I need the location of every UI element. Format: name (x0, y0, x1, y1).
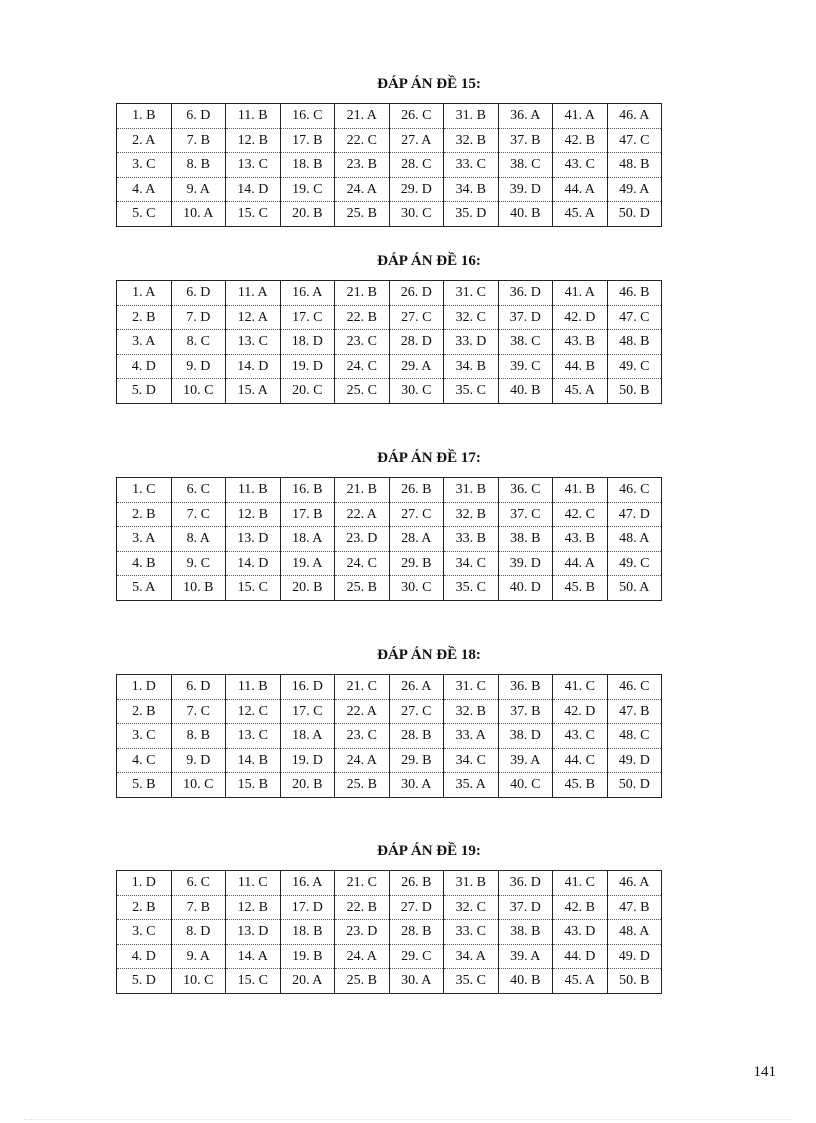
answer-cell: 17. B (280, 502, 335, 527)
answer-cell: 14. A (226, 944, 281, 969)
answer-cell: 18. A (280, 724, 335, 749)
answer-cell: 49. A (607, 177, 662, 202)
answer-cell: 42. D (553, 305, 608, 330)
answer-cell: 20. B (280, 576, 335, 601)
answer-cell: 47. B (607, 699, 662, 724)
answer-cell: 3. A (117, 527, 172, 552)
answer-cell: 48. B (607, 153, 662, 178)
answer-cell: 22. B (335, 895, 390, 920)
answer-cell: 18. D (280, 330, 335, 355)
answer-row (117, 748, 662, 773)
answer-cell: 33. D (444, 330, 499, 355)
answer-cell: 45. B (553, 576, 608, 601)
answer-cell: 22. A (335, 502, 390, 527)
answer-row (117, 330, 662, 355)
answer-cell: 11. B (226, 675, 281, 700)
answer-cell: 18. A (280, 527, 335, 552)
answer-cell: 25. C (335, 379, 390, 404)
answer-row (117, 871, 662, 896)
answer-cell: 47. B (607, 895, 662, 920)
answer-cell: 19. B (280, 944, 335, 969)
answer-cell: 1. D (117, 675, 172, 700)
answer-cell: 1. D (117, 871, 172, 896)
answer-cell: 49. D (607, 944, 662, 969)
answer-cell: 16. C (280, 104, 335, 129)
answer-row (117, 527, 662, 552)
answer-cell: 33. A (444, 724, 499, 749)
answer-cell: 43. D (553, 920, 608, 945)
answer-cell: 31. C (444, 675, 499, 700)
answer-cell: 40. B (498, 969, 553, 994)
answer-cell: 16. B (280, 478, 335, 503)
answer-cell: 43. C (553, 153, 608, 178)
answer-cell: 17. C (280, 699, 335, 724)
answer-cell: 48. C (607, 724, 662, 749)
answer-cell: 18. B (280, 920, 335, 945)
answer-cell: 35. D (444, 202, 499, 227)
answer-cell: 1. B (117, 104, 172, 129)
answer-cell: 21. B (335, 281, 390, 306)
answer-cell: 43. B (553, 527, 608, 552)
answer-cell: 17. B (280, 128, 335, 153)
answer-cell: 33. B (444, 527, 499, 552)
answer-cell: 28. D (389, 330, 444, 355)
answer-cell: 32. C (444, 895, 499, 920)
answer-cell: 9. D (171, 748, 226, 773)
answer-cell: 21. A (335, 104, 390, 129)
answer-cell: 40. D (498, 576, 553, 601)
answer-cell: 31. C (444, 281, 499, 306)
answer-cell: 19. C (280, 177, 335, 202)
answer-table (116, 280, 662, 404)
answer-cell: 50. D (607, 202, 662, 227)
answer-row (117, 379, 662, 404)
answer-cell: 26. A (389, 675, 444, 700)
answer-cell: 5. D (117, 379, 172, 404)
answer-cell: 32. B (444, 699, 499, 724)
answer-cell: 34. C (444, 551, 499, 576)
answer-table (116, 870, 662, 994)
answer-cell: 24. C (335, 354, 390, 379)
answer-cell: 13. D (226, 920, 281, 945)
answer-cell: 32. B (444, 502, 499, 527)
answer-row (117, 944, 662, 969)
answer-cell: 8. A (171, 527, 226, 552)
answer-cell: 33. C (444, 920, 499, 945)
answer-cell: 14. D (226, 177, 281, 202)
answer-row (117, 576, 662, 601)
answer-cell: 10. C (171, 969, 226, 994)
answer-cell: 26. C (389, 104, 444, 129)
answer-cell: 7. C (171, 502, 226, 527)
answer-cell: 25. B (335, 576, 390, 601)
answer-cell: 28. A (389, 527, 444, 552)
answer-row (117, 969, 662, 994)
answer-cell: 27. D (389, 895, 444, 920)
answer-cell: 38. D (498, 724, 553, 749)
answer-cell: 3. C (117, 724, 172, 749)
answer-row (117, 920, 662, 945)
answer-cell: 50. B (607, 379, 662, 404)
answer-cell: 21. C (335, 675, 390, 700)
answer-cell: 38. C (498, 330, 553, 355)
answer-cell: 42. B (553, 128, 608, 153)
answer-cell: 39. A (498, 944, 553, 969)
answer-cell: 16. A (280, 871, 335, 896)
answer-cell: 19. A (280, 551, 335, 576)
answer-cell: 16. A (280, 281, 335, 306)
answer-row (117, 551, 662, 576)
answer-cell: 45. A (553, 202, 608, 227)
answer-cell: 12. C (226, 699, 281, 724)
answer-cell: 37. B (498, 128, 553, 153)
answer-cell: 15. A (226, 379, 281, 404)
answer-cell: 26. B (389, 871, 444, 896)
answer-cell: 5. D (117, 969, 172, 994)
answer-cell: 22. B (335, 305, 390, 330)
answer-cell: 38. C (498, 153, 553, 178)
answer-row (117, 281, 662, 306)
answer-cell: 42. B (553, 895, 608, 920)
answer-cell: 12. A (226, 305, 281, 330)
answer-cell: 50. D (607, 773, 662, 798)
answer-cell: 35. C (444, 379, 499, 404)
answer-cell: 29. A (389, 354, 444, 379)
answer-cell: 42. C (553, 502, 608, 527)
answer-cell: 3. C (117, 920, 172, 945)
answer-cell: 1. C (117, 478, 172, 503)
answer-cell: 9. C (171, 551, 226, 576)
answer-cell: 26. B (389, 478, 444, 503)
answer-cell: 15. C (226, 969, 281, 994)
answer-cell: 36. C (498, 478, 553, 503)
answer-cell: 19. D (280, 354, 335, 379)
answer-cell: 37. D (498, 305, 553, 330)
answer-cell: 44. A (553, 551, 608, 576)
answer-cell: 12. B (226, 502, 281, 527)
answer-cell: 4. D (117, 354, 172, 379)
answer-cell: 23. D (335, 527, 390, 552)
answer-cell: 29. B (389, 551, 444, 576)
answer-row (117, 895, 662, 920)
answer-cell: 30. C (389, 379, 444, 404)
answer-cell: 48. A (607, 920, 662, 945)
answer-cell: 20. C (280, 379, 335, 404)
answer-row (117, 305, 662, 330)
answer-cell: 22. A (335, 699, 390, 724)
answer-cell: 14. D (226, 354, 281, 379)
answer-cell: 34. A (444, 944, 499, 969)
answer-cell: 44. C (553, 748, 608, 773)
answer-cell: 1. A (117, 281, 172, 306)
section-heading: ĐÁP ÁN ĐỀ 18: (377, 647, 481, 663)
answer-cell: 39. C (498, 354, 553, 379)
answer-cell: 47. C (607, 128, 662, 153)
answer-cell: 19. D (280, 748, 335, 773)
answer-cell: 29. C (389, 944, 444, 969)
answer-cell: 35. A (444, 773, 499, 798)
answer-cell: 37. D (498, 895, 553, 920)
answer-cell: 7. D (171, 305, 226, 330)
answer-cell: 24. A (335, 944, 390, 969)
answer-cell: 45. B (553, 773, 608, 798)
answer-cell: 6. C (171, 478, 226, 503)
answer-cell: 44. B (553, 354, 608, 379)
answer-cell: 31. B (444, 104, 499, 129)
answer-cell: 40. B (498, 202, 553, 227)
answer-cell: 7. B (171, 895, 226, 920)
answer-cell: 7. C (171, 699, 226, 724)
answer-cell: 30. A (389, 773, 444, 798)
answer-row (117, 128, 662, 153)
answer-cell: 14. D (226, 551, 281, 576)
answer-cell: 11. C (226, 871, 281, 896)
answer-cell: 4. A (117, 177, 172, 202)
answer-cell: 39. D (498, 551, 553, 576)
answer-cell: 22. C (335, 128, 390, 153)
answer-cell: 20. A (280, 969, 335, 994)
answer-cell: 28. B (389, 920, 444, 945)
answer-cell: 26. D (389, 281, 444, 306)
answer-cell: 2. B (117, 502, 172, 527)
answer-cell: 9. D (171, 354, 226, 379)
answer-cell: 4. D (117, 944, 172, 969)
answer-cell: 21. B (335, 478, 390, 503)
answer-cell: 25. B (335, 773, 390, 798)
answer-cell: 4. B (117, 551, 172, 576)
answer-cell: 10. B (171, 576, 226, 601)
answer-cell: 46. C (607, 478, 662, 503)
answer-cell: 2. B (117, 305, 172, 330)
answer-cell: 8. C (171, 330, 226, 355)
answer-cell: 38. B (498, 920, 553, 945)
answer-cell: 3. C (117, 153, 172, 178)
answer-cell: 31. B (444, 871, 499, 896)
answer-row (117, 675, 662, 700)
answer-cell: 45. A (553, 969, 608, 994)
answer-cell: 13. D (226, 527, 281, 552)
answer-cell: 29. B (389, 748, 444, 773)
answer-cell: 23. B (335, 153, 390, 178)
answer-cell: 42. D (553, 699, 608, 724)
answer-cell: 6. C (171, 871, 226, 896)
answer-cell: 3. A (117, 330, 172, 355)
answer-cell: 11. B (226, 478, 281, 503)
page-number: 141 (753, 1064, 776, 1080)
answer-cell: 48. A (607, 527, 662, 552)
answer-cell: 13. C (226, 330, 281, 355)
answer-cell: 24. A (335, 748, 390, 773)
answer-cell: 12. B (226, 128, 281, 153)
answer-cell: 41. C (553, 871, 608, 896)
answer-cell: 14. B (226, 748, 281, 773)
answer-cell: 23. C (335, 724, 390, 749)
answer-cell: 8. B (171, 724, 226, 749)
answer-cell: 16. D (280, 675, 335, 700)
answer-cell: 28. C (389, 153, 444, 178)
answer-cell: 36. D (498, 281, 553, 306)
answer-cell: 2. B (117, 895, 172, 920)
answer-cell: 34. C (444, 748, 499, 773)
answer-cell: 4. C (117, 748, 172, 773)
answer-cell: 46. B (607, 281, 662, 306)
answer-cell: 25. B (335, 969, 390, 994)
answer-cell: 18. B (280, 153, 335, 178)
answer-row (117, 502, 662, 527)
answer-cell: 9. A (171, 944, 226, 969)
answer-cell: 40. C (498, 773, 553, 798)
answer-cell: 44. D (553, 944, 608, 969)
answer-cell: 7. B (171, 128, 226, 153)
answer-cell: 50. A (607, 576, 662, 601)
answer-cell: 36. B (498, 675, 553, 700)
answer-cell: 25. B (335, 202, 390, 227)
answer-cell: 47. C (607, 305, 662, 330)
answer-row (117, 724, 662, 749)
answer-cell: 11. A (226, 281, 281, 306)
answer-cell: 13. C (226, 724, 281, 749)
answer-cell: 2. A (117, 128, 172, 153)
answer-cell: 37. B (498, 699, 553, 724)
answer-cell: 15. C (226, 576, 281, 601)
answer-row (117, 773, 662, 798)
answer-cell: 11. B (226, 104, 281, 129)
answer-cell: 35. C (444, 969, 499, 994)
page-divider (24, 1119, 792, 1120)
answer-cell: 23. C (335, 330, 390, 355)
answer-cell: 27. C (389, 305, 444, 330)
answer-cell: 5. C (117, 202, 172, 227)
answer-cell: 24. C (335, 551, 390, 576)
answer-cell: 41. A (553, 281, 608, 306)
answer-cell: 5. A (117, 576, 172, 601)
answer-cell: 17. C (280, 305, 335, 330)
section-heading: ĐÁP ÁN ĐỀ 15: (377, 76, 481, 92)
answer-cell: 32. B (444, 128, 499, 153)
answer-cell: 10. C (171, 379, 226, 404)
answer-cell: 2. B (117, 699, 172, 724)
answer-cell: 35. C (444, 576, 499, 601)
answer-cell: 17. D (280, 895, 335, 920)
answer-cell: 10. A (171, 202, 226, 227)
answer-cell: 27. C (389, 502, 444, 527)
answer-cell: 46. A (607, 871, 662, 896)
answer-cell: 15. C (226, 202, 281, 227)
answer-cell: 13. C (226, 153, 281, 178)
answer-row (117, 354, 662, 379)
answer-cell: 41. A (553, 104, 608, 129)
answer-table (116, 674, 662, 798)
answer-table (116, 477, 662, 601)
answer-cell: 31. B (444, 478, 499, 503)
answer-cell: 34. B (444, 177, 499, 202)
answer-cell: 46. C (607, 675, 662, 700)
answer-cell: 44. A (553, 177, 608, 202)
answer-table (116, 103, 662, 227)
answer-cell: 33. C (444, 153, 499, 178)
answer-cell: 12. B (226, 895, 281, 920)
answer-cell: 41. B (553, 478, 608, 503)
answer-cell: 15. B (226, 773, 281, 798)
answer-cell: 28. B (389, 724, 444, 749)
answer-cell: 5. B (117, 773, 172, 798)
answer-cell: 30. C (389, 202, 444, 227)
answer-cell: 24. A (335, 177, 390, 202)
answer-row (117, 153, 662, 178)
answer-cell: 49. D (607, 748, 662, 773)
answer-cell: 43. B (553, 330, 608, 355)
answer-cell: 6. D (171, 675, 226, 700)
answer-cell: 36. A (498, 104, 553, 129)
answer-row (117, 104, 662, 129)
answer-cell: 43. C (553, 724, 608, 749)
answer-cell: 30. A (389, 969, 444, 994)
answer-cell: 8. D (171, 920, 226, 945)
answer-cell: 27. C (389, 699, 444, 724)
answer-cell: 47. D (607, 502, 662, 527)
answer-cell: 39. A (498, 748, 553, 773)
answer-cell: 34. B (444, 354, 499, 379)
answer-cell: 23. D (335, 920, 390, 945)
answer-cell: 8. B (171, 153, 226, 178)
answer-cell: 37. C (498, 502, 553, 527)
answer-row (117, 202, 662, 227)
answer-cell: 36. D (498, 871, 553, 896)
answer-cell: 6. D (171, 104, 226, 129)
answer-cell: 46. A (607, 104, 662, 129)
answer-cell: 39. D (498, 177, 553, 202)
answer-cell: 48. B (607, 330, 662, 355)
answer-cell: 6. D (171, 281, 226, 306)
answer-cell: 10. C (171, 773, 226, 798)
section-heading: ĐÁP ÁN ĐỀ 16: (377, 253, 481, 269)
answer-cell: 9. A (171, 177, 226, 202)
answer-cell: 30. C (389, 576, 444, 601)
answer-cell: 41. C (553, 675, 608, 700)
answer-cell: 45. A (553, 379, 608, 404)
answer-cell: 38. B (498, 527, 553, 552)
answer-row (117, 177, 662, 202)
section-heading: ĐÁP ÁN ĐỀ 17: (377, 450, 481, 466)
answer-cell: 49. C (607, 354, 662, 379)
answer-cell: 20. B (280, 202, 335, 227)
answer-row (117, 478, 662, 503)
answer-cell: 40. B (498, 379, 553, 404)
answer-row (117, 699, 662, 724)
answer-cell: 20. B (280, 773, 335, 798)
section-heading: ĐÁP ÁN ĐỀ 19: (377, 843, 481, 859)
answer-cell: 50. B (607, 969, 662, 994)
answer-cell: 29. D (389, 177, 444, 202)
answer-cell: 49. C (607, 551, 662, 576)
answer-cell: 32. C (444, 305, 499, 330)
answer-cell: 21. C (335, 871, 390, 896)
answer-cell: 27. A (389, 128, 444, 153)
